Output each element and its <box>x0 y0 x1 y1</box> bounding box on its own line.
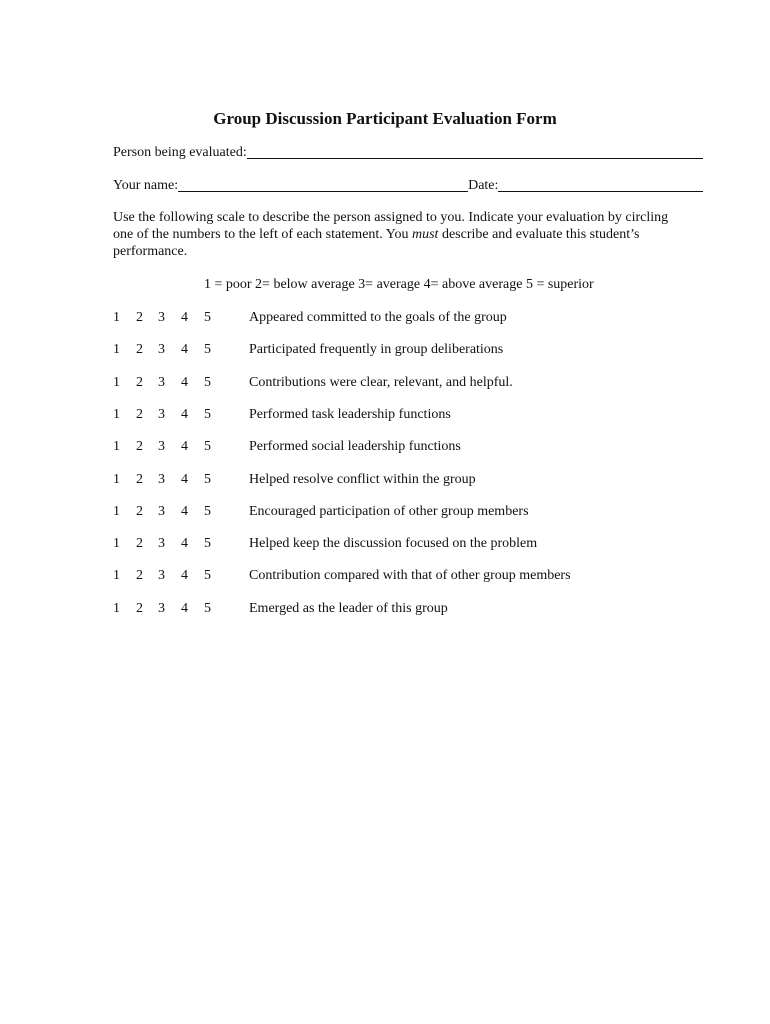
rating-option-1[interactable]: 1 <box>113 536 120 552</box>
rating-option-1[interactable]: 1 <box>113 568 120 584</box>
rating-option-4[interactable]: 4 <box>181 471 188 487</box>
rating-option-2[interactable]: 2 <box>136 503 143 519</box>
rating-option-5[interactable]: 5 <box>204 600 211 616</box>
rating-option-5[interactable]: 5 <box>204 374 211 390</box>
rating-option-3[interactable]: 3 <box>158 310 165 325</box>
rating-option-1[interactable]: 1 <box>113 374 120 390</box>
rating-option-2[interactable]: 2 <box>136 342 143 358</box>
evaluation-statement: Helped keep the discussion focused on the problem <box>249 536 538 552</box>
rating-option-1[interactable]: 1 <box>113 342 120 358</box>
rating-option-2[interactable]: 2 <box>136 536 143 552</box>
person-evaluated-row <box>113 144 703 162</box>
rating-option-1[interactable]: 1 <box>113 503 120 519</box>
rating-option-1[interactable]: 1 <box>113 471 120 487</box>
rating-option-4[interactable]: 4 <box>181 374 188 390</box>
evaluation-item-row <box>113 309 713 329</box>
rating-option-5[interactable]: 5 <box>204 503 211 519</box>
rating-option-5[interactable]: 5 <box>204 536 211 552</box>
rating-option-2[interactable]: 2 <box>136 374 143 390</box>
evaluation-statement: Helped resolve conflict within the group <box>249 471 476 487</box>
instructions-part1: Use the following scale to describe the person assigned to you. Indicate your evaluation by circling one of the numbers to the left of each statement. You <box>113 210 669 242</box>
form-title: Group Discussion Participant Evaluation Form <box>213 109 557 128</box>
evaluation-item-row <box>113 567 713 587</box>
rating-option-3[interactable]: 3 <box>158 471 165 487</box>
rating-option-2[interactable]: 2 <box>136 310 143 325</box>
evaluation-statement: Encouraged participation of other group members <box>249 503 529 519</box>
evaluation-statement: Performed social leadership functions <box>249 439 461 455</box>
rating-option-4[interactable]: 4 <box>181 503 188 519</box>
rating-option-3[interactable]: 3 <box>158 374 165 390</box>
instructions-emphasis: must <box>411 227 439 242</box>
evaluation-statement: Participated frequently in group deliberations <box>249 342 504 358</box>
rating-option-2[interactable]: 2 <box>136 600 143 616</box>
rating-option-3[interactable]: 3 <box>158 406 165 422</box>
rating-option-5[interactable]: 5 <box>204 342 211 358</box>
rating-option-1[interactable]: 1 <box>113 600 120 616</box>
evaluation-statement: Performed task leadership functions <box>249 406 451 422</box>
rating-option-4[interactable]: 4 <box>181 406 188 422</box>
instructions-part2: describe and evaluate this student’s performance. <box>113 227 640 259</box>
rating-option-2[interactable]: 2 <box>136 471 143 487</box>
your-name-label: Your name: <box>113 178 179 193</box>
evaluation-item-row <box>113 374 713 394</box>
rating-option-4[interactable]: 4 <box>181 342 188 358</box>
rating-option-5[interactable]: 5 <box>204 568 211 584</box>
rating-option-3[interactable]: 3 <box>158 439 165 455</box>
evaluation-item-row <box>113 471 713 491</box>
rating-option-2[interactable]: 2 <box>136 406 143 422</box>
rating-option-3[interactable]: 3 <box>158 568 165 584</box>
person-evaluated-label: Person being evaluated: <box>113 145 247 160</box>
rating-option-1[interactable]: 1 <box>113 310 120 325</box>
evaluation-item-row <box>113 600 713 620</box>
rating-option-5[interactable]: 5 <box>204 310 211 325</box>
evaluation-item-row <box>113 503 713 523</box>
evaluation-item-row <box>113 535 713 555</box>
evaluation-item-row <box>113 406 713 426</box>
person-evaluated-field[interactable] <box>247 144 703 159</box>
evaluation-statement: Contribution compared with that of other group members <box>249 568 571 584</box>
rating-option-4[interactable]: 4 <box>181 568 188 584</box>
your-name-field[interactable] <box>178 177 468 192</box>
instructions-text <box>113 209 673 260</box>
evaluation-statement: Appeared committed to the goals of the group <box>249 310 507 325</box>
rating-option-4[interactable]: 4 <box>181 536 188 552</box>
rating-option-3[interactable]: 3 <box>158 342 165 358</box>
rating-option-2[interactable]: 2 <box>136 568 143 584</box>
name-date-row <box>113 177 703 195</box>
rating-option-4[interactable]: 4 <box>181 439 188 455</box>
rating-option-4[interactable]: 4 <box>181 310 188 325</box>
rating-option-1[interactable]: 1 <box>113 439 120 455</box>
date-label: Date: <box>468 178 499 193</box>
evaluation-item-row <box>113 341 713 361</box>
rating-option-3[interactable]: 3 <box>158 600 165 616</box>
evaluation-statement: Contributions were clear, relevant, and helpful. <box>249 374 513 390</box>
evaluation-item-row <box>113 438 713 458</box>
rating-option-1[interactable]: 1 <box>113 406 120 422</box>
rating-option-5[interactable]: 5 <box>204 406 211 422</box>
rating-option-4[interactable]: 4 <box>181 600 188 616</box>
rating-option-3[interactable]: 3 <box>158 536 165 552</box>
rating-option-3[interactable]: 3 <box>158 503 165 519</box>
rating-option-5[interactable]: 5 <box>204 439 211 455</box>
rating-option-2[interactable]: 2 <box>136 439 143 455</box>
rating-scale-legend: 1 = poor 2= below average 3= average 4= above average 5 = superior <box>204 277 594 292</box>
evaluation-statement: Emerged as the leader of this group <box>249 600 448 616</box>
rating-option-5[interactable]: 5 <box>204 471 211 487</box>
date-field[interactable] <box>498 177 703 192</box>
